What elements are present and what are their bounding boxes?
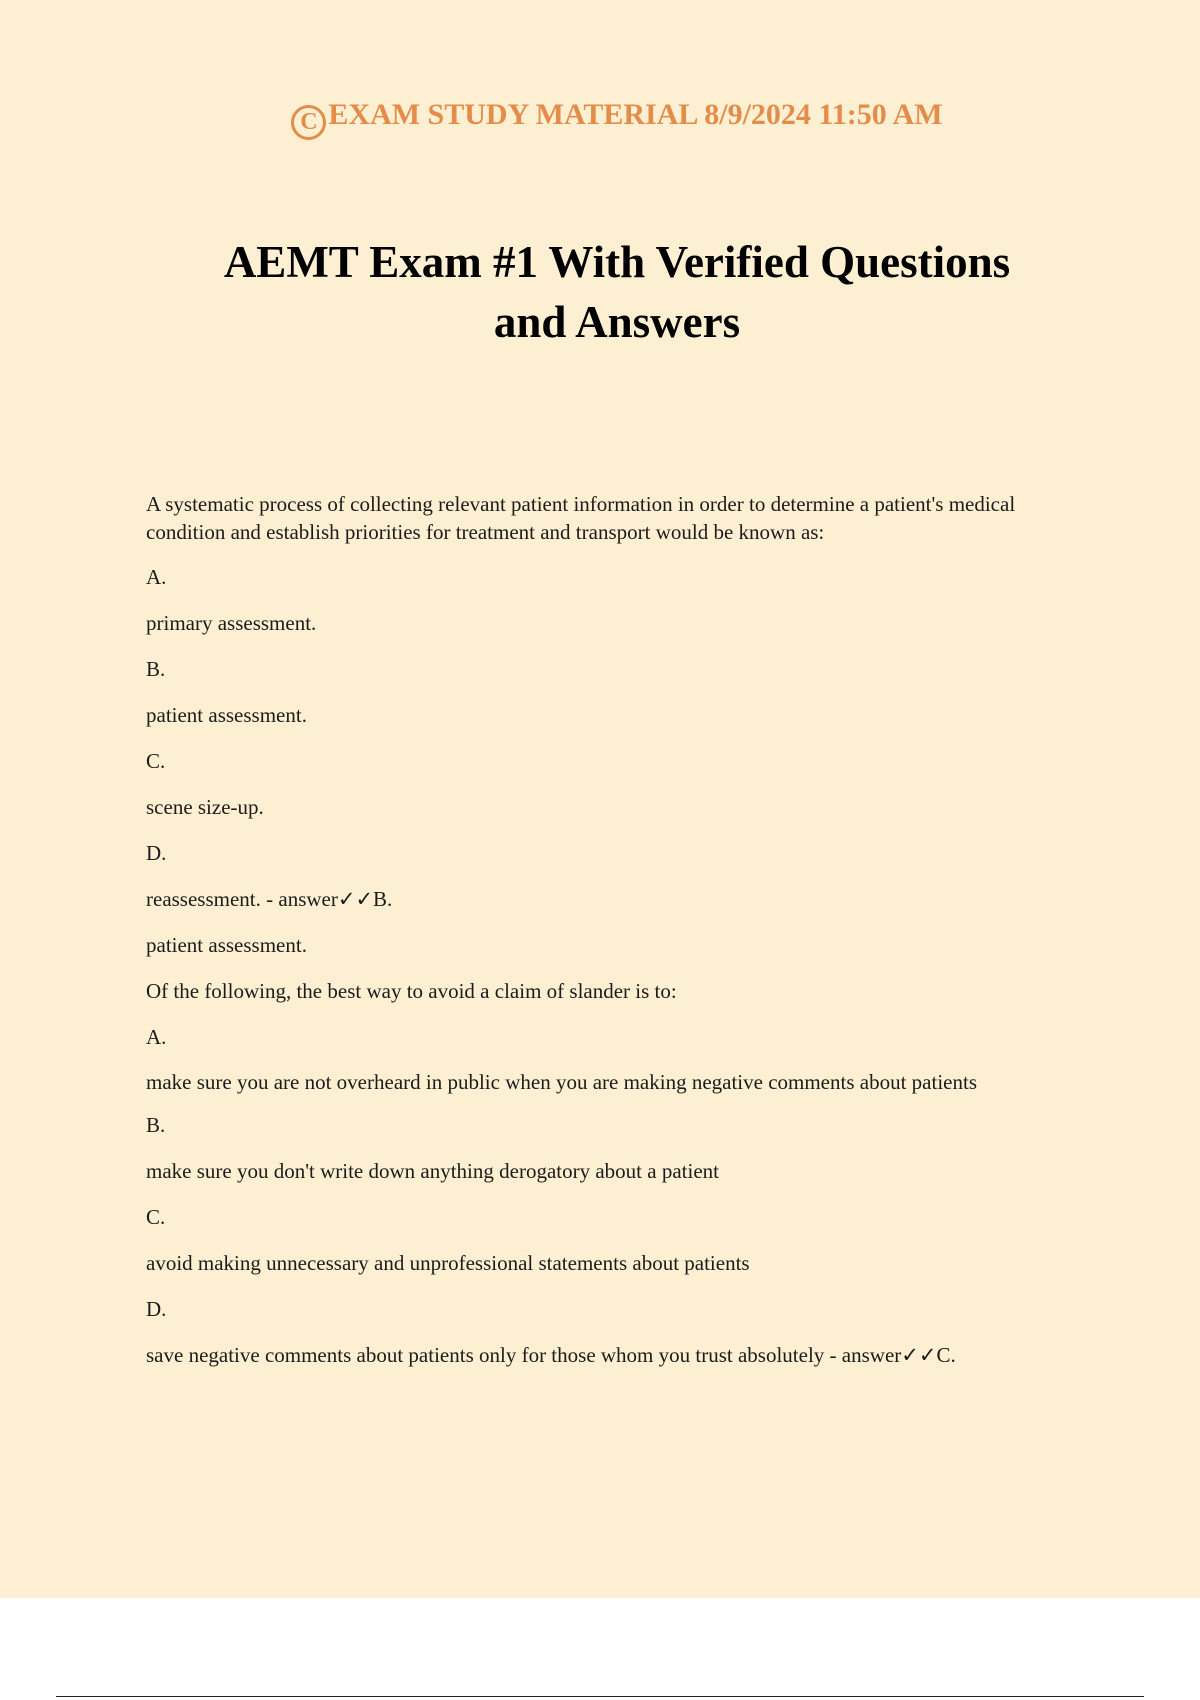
title-line-1: AEMT Exam #1 With Verified Questions xyxy=(223,237,1011,287)
question-2-option-d-letter: D. xyxy=(146,1297,167,1321)
question-1-option-c-letter: C. xyxy=(146,749,166,773)
question-2-option-b: make sure you don't write down anything derogatory about a patient xyxy=(146,1159,719,1183)
question-1-option-d-letter: D. xyxy=(146,841,167,865)
watermark-text: EXAM STUDY MATERIAL 8/9/2024 11:50 AM xyxy=(328,98,943,131)
question-2-option-d-answer: save negative comments about patients only for those whom you trust absolutely - answer✓✓C. xyxy=(146,1343,956,1367)
question-1-option-d-answer: reassessment. - answer✓✓B. xyxy=(146,887,393,911)
question-2-option-a-letter: A. xyxy=(146,1025,167,1049)
document-title xyxy=(0,232,1200,352)
question-1-text: A systematic process of collecting relevant patient information in order to determine a patient's medical condition and establish priorities for treatment and transport would be known as: xyxy=(146,492,1016,544)
question-1-option-c: scene size-up. xyxy=(146,795,264,819)
document-body xyxy=(146,490,1086,1386)
question-2-option-a: make sure you are not overheard in public when you are making negative comments about patients xyxy=(146,1070,977,1094)
question-1-option-b-letter: B. xyxy=(146,657,166,681)
question-1-option-a: primary assessment. xyxy=(146,611,317,635)
title-line-2: and Answers xyxy=(493,297,741,347)
question-2-option-b-letter: B. xyxy=(146,1113,166,1137)
question-1-option-a-letter: A. xyxy=(146,565,167,589)
watermark-header xyxy=(0,98,1200,140)
question-2-option-c: avoid making unnecessary and unprofessional statements about patients xyxy=(146,1251,750,1275)
question-2-option-c-letter: C. xyxy=(146,1205,166,1229)
footer-divider xyxy=(56,1696,1144,1697)
question-1-option-b: patient assessment. xyxy=(146,703,307,727)
copyright-icon: C xyxy=(291,105,326,140)
question-2-text: Of the following, the best way to avoid a claim of slander is to: xyxy=(146,979,677,1003)
question-1-answer-text: patient assessment. xyxy=(146,933,307,957)
